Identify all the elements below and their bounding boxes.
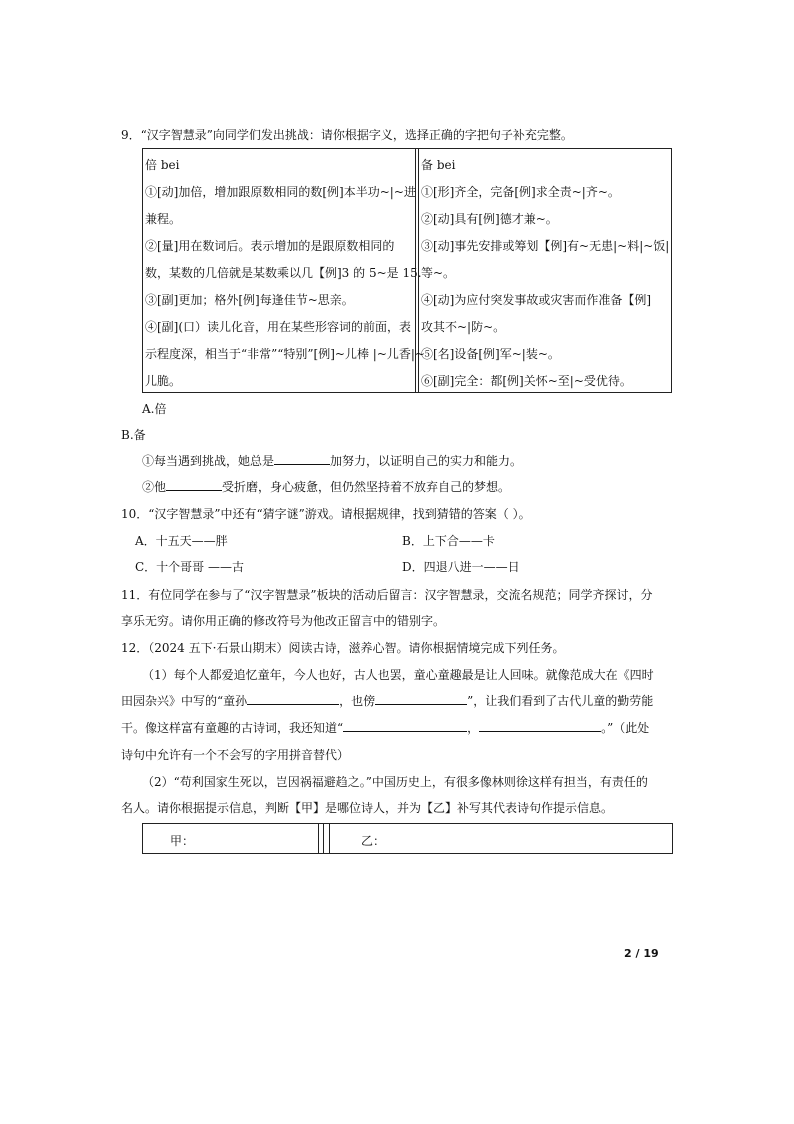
q12-part1-line: （1）每个人都爱追忆童年，今人也好，古人也罢，童心童趣最是让人回味。就像范成大在《四时 [142,668,654,682]
dictionary-column-bei-prepare [419,149,673,392]
poem-text: 田园杂兴》中写的“童孙 [121,694,248,708]
q9-sentence-2 [142,479,510,495]
poem-blank[interactable] [479,720,601,732]
q12-part2-line: 名人。请你根据提示信息，判断【甲】是哪位诗人，并为【乙】补写其代表诗句作提示信息。 [121,801,614,815]
dict-entry-line: ⑥[副]完全：都[例]关怀~至|~受优待。 [421,374,632,388]
sentence-text: ②他 [142,480,167,494]
dict-entry-line: ③[动]事先安排或筹划【例]有~无患|~料|~饭| [421,239,670,253]
poem-blank[interactable] [343,720,467,732]
q10-option-a[interactable]: A．十五天——胖 [135,534,228,548]
sentence-text: ①每当遇到挑战，她总是 [142,454,275,468]
answer-label-yi: 乙： [361,834,386,848]
q9-option-a[interactable]: A.倍 [142,402,167,416]
dict-entry-line: 等~。 [421,266,456,280]
dictionary-column-bei-double [143,149,425,392]
dict-entry-line: ②[动]具有[例]德才兼~。 [421,212,558,226]
q11-line: 享乐无穷。请你用正确的修改符号为他改正留言中的错别字。 [121,614,446,628]
answer-blank[interactable] [166,479,222,491]
poem-text: 。”（此处 [601,721,650,735]
q12-stem: 12．（2024 五下·石景山期末）阅读古诗，滋养心智。请你根据情境完成下列任务。 [121,641,565,655]
dict-entry-line: 儿脆。 [145,374,182,388]
sentence-text: 加努力，以证明自己的实力和能力。 [330,454,523,468]
q12-part1-line [121,720,649,736]
dict-entry-line: 攻其不~|防~。 [421,320,506,334]
dict-entry-line: ①[形]齐全，完备[例]求全责~|齐~。 [421,185,620,199]
poem-text: 干。像这样富有童趣的古诗词，我还知道“ [121,721,344,735]
q11-line: 11．有位同学在参与了“汉字智慧录”板块的活动后留言：汉字智慧录，交流名规范；同学齐探讨，分 [121,588,653,602]
dict-entry-line: ⑤[名]设备[例]军~|装~。 [421,347,560,361]
answer-blank[interactable] [274,453,330,465]
answer-table-divider [323,824,330,853]
poem-text: ， [467,721,480,735]
dict-entry-line: ①[动]加倍，增加跟原数相同的数[例]本半功~|~进 [145,185,416,199]
sentence-text: 受折磨，身心疲惫，但仍然坚持着不放弃自己的梦想。 [222,480,511,494]
q10-option-d[interactable]: D．四退八进一——日 [402,560,520,574]
q12-part1-line [121,693,653,709]
dict-entry-line: ②[量]用在数词后。表示增加的是跟原数相同的 [145,239,395,253]
dict-entry-line: 示程度深，相当于“非常”“特别”[例]~儿棒 |~儿香|~ [145,347,425,361]
dict-entry-line: ③[副]更加；格外[例]每逢佳节~思亲。 [145,293,354,307]
q12-part2-line: （2）“苟利国家生死以，岂因祸福避趋之。”中国历史上，有很多像林则徐这样有担当，有责任的 [142,775,648,789]
dict-header-left: 倍 bei [145,158,180,172]
q10-stem: 10．“汉字智慧录”中还有“猜字谜”游戏。请根据规律，找到猜错的答案（ ）。 [121,507,531,521]
dict-header-right: 备 bei [421,158,456,172]
poem-text: ”，让我们看到了古代儿童的勤劳能 [467,694,654,708]
dict-entry-line: 数，某数的几倍就是某数乘以几【例]3 的 5~是 15. [145,266,422,280]
q9-stem: 9．“汉字智慧录”向同学们发出挑战：请你根据字义，选择正确的字把句子补充完整。 [121,128,573,142]
dict-entry-line: 兼程。 [145,212,182,226]
q9-option-b[interactable]: B.备 [121,428,146,442]
q12-part1-line: 诗句中允许有一个不会写的字用拼音替代） [121,748,350,762]
q10-option-c[interactable]: C．十个哥哥 ——古 [135,560,244,574]
dict-entry-line: ④[动]为应付突发事故或灾害而作准备【例] [421,293,652,307]
dictionary-table [142,148,672,393]
poem-text: ，也傍 [339,694,376,708]
q10-option-b[interactable]: B．上下合——卡 [402,534,495,548]
poet-answer-table [142,823,673,854]
page-number: 2 / 19 [624,947,659,960]
q9-sentence-1 [142,453,522,469]
dict-entry-line: ④[副](口）读儿化音，用在某些形容词的前面，表 [145,320,412,334]
poem-blank[interactable] [375,693,467,705]
answer-cell-yi[interactable] [331,824,672,853]
answer-label-jia: 甲： [170,834,195,848]
answer-cell-jia[interactable] [143,824,319,853]
poem-blank[interactable] [247,693,339,705]
